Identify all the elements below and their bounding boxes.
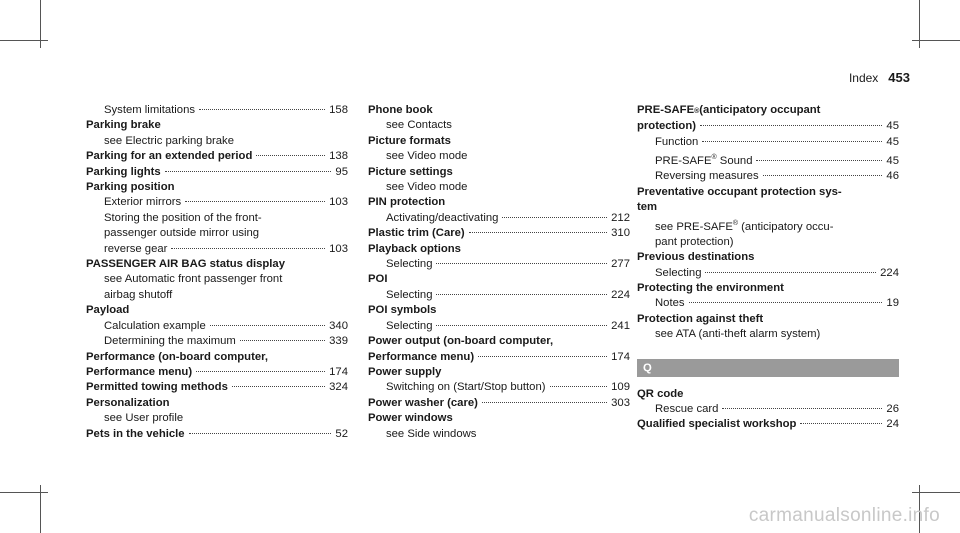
index-entry[interactable]: Power washer (care) 303 bbox=[368, 396, 630, 409]
index-heading: Performance (on-board computer, bbox=[86, 350, 269, 363]
index-entry[interactable]: Switching on (Start/Stop button) 109 bbox=[386, 381, 630, 394]
index-heading: Preventative occupant protection sys- bbox=[637, 185, 842, 198]
index-entry[interactable]: Qualified specialist workshop 24 bbox=[637, 418, 899, 431]
index-heading: Protection against theft bbox=[637, 312, 764, 325]
crop-mark bbox=[0, 492, 48, 493]
index-entry[interactable]: Activating/deactivating 212 bbox=[386, 211, 630, 224]
index-heading: Picture formats bbox=[368, 134, 451, 147]
index-heading: Parking position bbox=[86, 181, 175, 194]
index-entry[interactable]: Selecting 224 bbox=[386, 288, 630, 301]
index-entry[interactable]: Determining the maximum 339 bbox=[104, 335, 348, 348]
see-reference[interactable]: see PRE-SAFE® (anticipatory occu- bbox=[655, 219, 834, 233]
index-heading: Power windows bbox=[368, 412, 453, 425]
index-entry[interactable]: Selecting 241 bbox=[386, 319, 630, 332]
index-heading: Power supply bbox=[368, 365, 442, 378]
crop-mark bbox=[912, 40, 960, 41]
index-heading: PIN protection bbox=[368, 196, 446, 209]
index-column-3 bbox=[637, 103, 899, 433]
index-column-1 bbox=[86, 103, 348, 442]
index-heading: Parking brake bbox=[86, 119, 161, 132]
section-title: Index bbox=[848, 71, 879, 85]
index-entry[interactable]: Parking lights 95 bbox=[86, 165, 348, 178]
index-heading: PASSENGER AIR BAG status display bbox=[86, 258, 285, 271]
see-reference[interactable]: airbag shutoff bbox=[104, 288, 173, 301]
index-heading: Previous destinations bbox=[637, 251, 755, 264]
index-entry[interactable]: System limitations 158 bbox=[104, 104, 348, 116]
crop-mark bbox=[0, 40, 48, 41]
index-entry[interactable]: Notes 19 bbox=[655, 297, 899, 310]
index-entry[interactable]: reverse gear 103 bbox=[104, 242, 348, 255]
index-column-2 bbox=[368, 103, 630, 442]
see-reference[interactable]: see Video mode bbox=[386, 181, 468, 194]
see-reference[interactable]: see ATA (anti-theft alarm system) bbox=[655, 328, 821, 341]
index-entry-line: passenger outside mirror using bbox=[104, 227, 260, 240]
index-heading: Power output (on-board computer, bbox=[368, 335, 554, 348]
index-heading: PRE-SAFE ® (anticipatory occupant bbox=[637, 104, 821, 116]
watermark: carmanualsonline.info bbox=[748, 505, 940, 526]
see-reference[interactable]: see Video mode bbox=[386, 150, 468, 163]
index-entry-line: Storing the position of the front- bbox=[104, 211, 262, 224]
see-reference[interactable]: see User profile bbox=[104, 412, 184, 425]
index-entry[interactable]: protection) 45 bbox=[637, 120, 899, 133]
see-reference[interactable]: see Contacts bbox=[386, 119, 452, 132]
index-heading: Personalization bbox=[86, 396, 170, 409]
index-heading: Picture settings bbox=[368, 165, 453, 178]
index-heading: POI symbols bbox=[368, 304, 437, 317]
index-heading: Protecting the environment bbox=[637, 282, 784, 294]
index-entry[interactable]: Calculation example 340 bbox=[104, 319, 348, 332]
see-reference[interactable]: see Electric parking brake bbox=[104, 134, 234, 147]
index-entry[interactable]: PRE-SAFE® Sound 45 bbox=[655, 154, 899, 167]
see-reference[interactable]: see Side windows bbox=[386, 427, 477, 440]
index-heading: POI bbox=[368, 273, 388, 286]
index-heading: Playback options bbox=[368, 242, 461, 255]
section-letter-bar: Q bbox=[637, 359, 899, 377]
page-number: 453 bbox=[888, 70, 910, 85]
index-entry[interactable]: Reversing measures 46 bbox=[655, 170, 899, 183]
index-entry[interactable]: Exterior mirrors 103 bbox=[104, 196, 348, 209]
index-heading: Phone book bbox=[368, 104, 433, 116]
index-entry[interactable]: Permitted towing methods 324 bbox=[86, 381, 348, 394]
index-heading: QR code bbox=[637, 387, 684, 400]
crop-mark bbox=[912, 492, 960, 493]
index-entry[interactable]: Performance menu) 174 bbox=[368, 350, 630, 363]
index-entry[interactable]: Pets in the vehicle 52 bbox=[86, 427, 348, 440]
index-entry[interactable]: Selecting 277 bbox=[386, 258, 630, 271]
index-entry[interactable]: Selecting 224 bbox=[655, 266, 899, 279]
index-entry[interactable]: Performance menu) 174 bbox=[86, 365, 348, 378]
page-header bbox=[849, 70, 910, 85]
index-entry[interactable]: Parking for an extended period 138 bbox=[86, 150, 348, 163]
index-heading: Payload bbox=[86, 304, 130, 317]
index-heading: tem bbox=[637, 201, 658, 214]
see-reference[interactable]: see Automatic front passenger front bbox=[104, 273, 283, 286]
index-entry[interactable]: Function 45 bbox=[655, 135, 899, 148]
see-reference[interactable]: pant protection) bbox=[655, 235, 734, 248]
index-entry[interactable]: Rescue card 26 bbox=[655, 403, 899, 416]
index-entry[interactable]: Plastic trim (Care) 310 bbox=[368, 227, 630, 240]
